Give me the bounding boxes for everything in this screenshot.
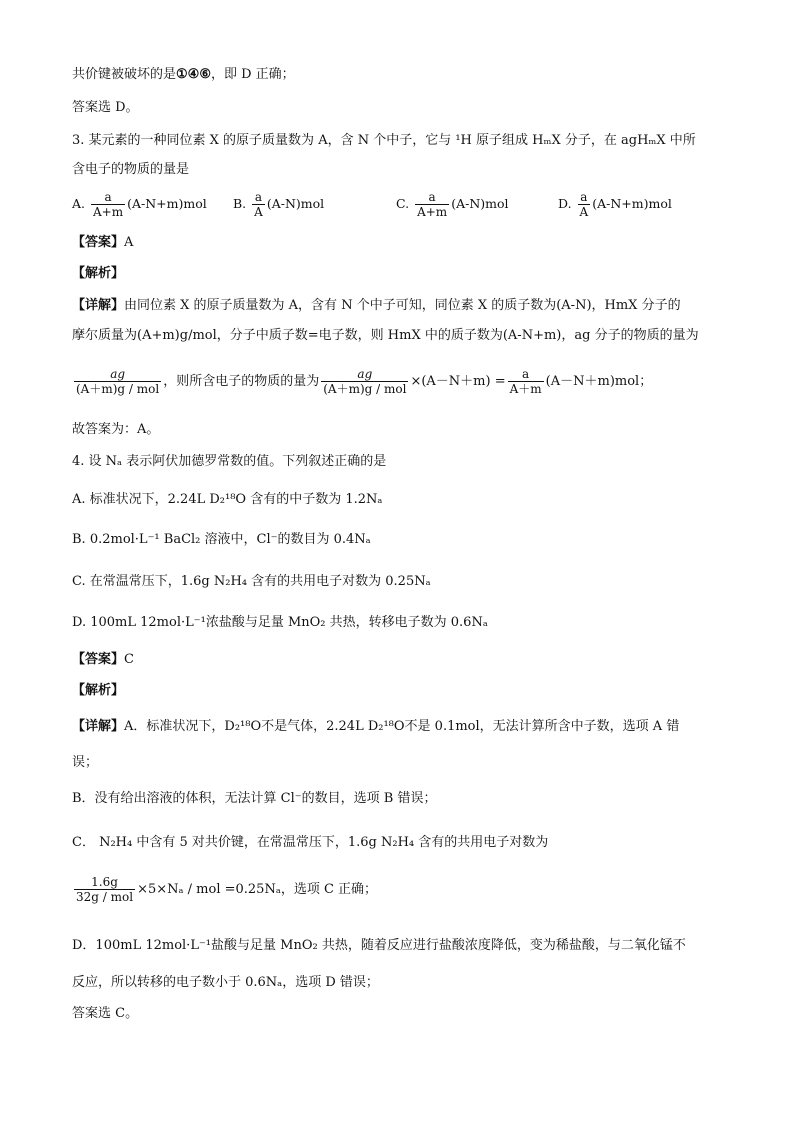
option-tail: (A-N+m)mol (127, 196, 207, 211)
q4-detail-c1: C． N₂H₄ 中含有 5 对共价键，在常温常压下，1.6g N₂H₄ 含有的共用电子对数为 (72, 835, 549, 850)
q4-option-b: B. 0.2mol·L⁻¹ BaCl₂ 溶液中，Cl⁻的数目为 0.4Nₐ (72, 532, 371, 547)
formula-text: ×(A－N＋m) = (410, 374, 506, 389)
formula-text: ×5×Nₐ / mol =0.25Nₐ，选项 C 正确； (137, 882, 378, 897)
fraction (415, 190, 449, 219)
numerator: 1.6g (74, 875, 135, 890)
fraction (578, 190, 591, 219)
q4-detail-a2: 误； (72, 755, 99, 770)
denominator: A＋m (509, 382, 542, 396)
fraction (74, 367, 161, 396)
q4-detail-b: B．没有给出溶液的体积，无法计算 Cl⁻的数目，选项 B 错误； (72, 791, 437, 806)
detail-text: 由同位素 X 的原子质量数为 A，含有 N 个中子可知，同位素 X 的质子数为(A-N)，HmX 分子的 (124, 298, 681, 313)
fraction (508, 367, 544, 396)
fraction (252, 190, 265, 219)
option-label: A. (72, 196, 86, 211)
option-tail: (A-N)mol (451, 196, 509, 211)
q4-option-a: A. 标准状况下，2.24L D₂¹⁸O 含有的中子数为 1.2Nₐ (72, 492, 383, 507)
denominator: A+m (417, 205, 448, 219)
numerator: ag (74, 367, 161, 382)
q3-stem-line2: 含电子的物质的量是 (72, 162, 190, 177)
answer-tag: 【答案】 (72, 652, 125, 667)
q4-answer (72, 651, 134, 669)
q4-option-d: D. 100mL 12mol·L⁻¹浓盐酸与足量 MnO₂ 共热，转移电子数为 0.6Nₐ (72, 615, 488, 630)
answer-value: C (124, 652, 134, 667)
option-label: B. (233, 196, 247, 211)
q3-option-a (72, 190, 207, 219)
option-label: D. (558, 196, 572, 211)
denominator: A (254, 205, 263, 219)
numerator: ag (321, 367, 408, 382)
denominator: (A＋m)g / mol (76, 382, 160, 396)
q4-detail-d1: D．100mL 12mol·L⁻¹盐酸与足量 MnO₂ 共热，随着反应进行盐酸浓度降低，变为稀盐酸，与二氧化锰不 (72, 938, 686, 953)
formula-text: ，则所含电子的物质的量为 (163, 374, 320, 389)
q3-detail-line1 (72, 297, 681, 315)
q4-option-c: C. 在常温常压下，1.6g N₂H₄ 含有的共用电子对数为 0.25Nₐ (72, 574, 431, 589)
q3-option-c (396, 190, 509, 219)
q3-analysis-tag (72, 265, 124, 283)
q3-option-b (233, 190, 324, 219)
denominator: 32g / mol (76, 890, 134, 904)
detail-tag: 【详解】 (72, 298, 125, 313)
answer-tag: 【答案】 (72, 235, 125, 250)
formula-text: (A－N＋m)mol； (545, 374, 653, 389)
analysis-tag: 【解析】 (72, 683, 125, 698)
text-line (72, 66, 295, 84)
denominator: (A＋m)g / mol (323, 382, 407, 396)
detail-text: A．标准状况下，D₂¹⁸O不是气体，2.24L D₂¹⁸O不是 0.1mol，无法计算所含中子数，选项 A 错 (124, 719, 680, 734)
text-fragment: 共价键被破坏的是 (72, 67, 177, 82)
text-fragment: ，即 D 正确； (210, 67, 295, 82)
numerator: a (252, 190, 265, 205)
numerator: a (415, 190, 449, 205)
q4-detail-a1 (72, 718, 679, 736)
q3-detail-line2: 摩尔质量为(A+m)g/mol，分子中质子数=电子数，则 HmX 中的质子数为(A-N+m)，ag 分子的物质的量为 (72, 328, 699, 343)
q4-conclusion: 答案选 C。 (72, 1006, 139, 1021)
answer-value: A (124, 235, 134, 250)
option-label: C. (396, 196, 410, 211)
denominator: A+m (93, 205, 124, 219)
option-tail: (A-N)mol (266, 196, 325, 211)
circled-numbers: ①④⑥ (176, 67, 211, 82)
fraction (91, 190, 125, 219)
detail-tag: 【详解】 (72, 719, 125, 734)
q4-stem: 4. 设 Nₐ 表示阿伏加德罗常数的值。下列叙述正确的是 (72, 454, 387, 469)
analysis-tag: 【解析】 (72, 266, 125, 281)
fraction (74, 875, 135, 904)
q3-option-d (558, 190, 672, 219)
q4-detail-d2: 反应，所以转移的电子数小于 0.6Nₐ，选项 D 错误； (72, 975, 379, 990)
q3-conclusion: 故答案为：A。 (72, 422, 160, 437)
fraction (321, 367, 408, 396)
numerator: a (508, 367, 544, 382)
q4-detail-c2 (72, 874, 377, 906)
q3-formula-line (72, 366, 652, 398)
q4-analysis-tag (72, 682, 124, 700)
numerator: a (578, 190, 591, 205)
q3-answer (72, 234, 133, 252)
numerator: a (91, 190, 125, 205)
option-tail: (A-N+m)mol (592, 196, 672, 211)
denominator: A (579, 205, 589, 219)
answer-line: 答案选 D。 (72, 100, 139, 115)
q3-stem-line1: 3. 某元素的一种同位素 X 的原子质量数为 A，含 N 个中子，它与 ¹H 原子组成 HₘX 分子，在 agHₘX 中所 (72, 133, 696, 148)
